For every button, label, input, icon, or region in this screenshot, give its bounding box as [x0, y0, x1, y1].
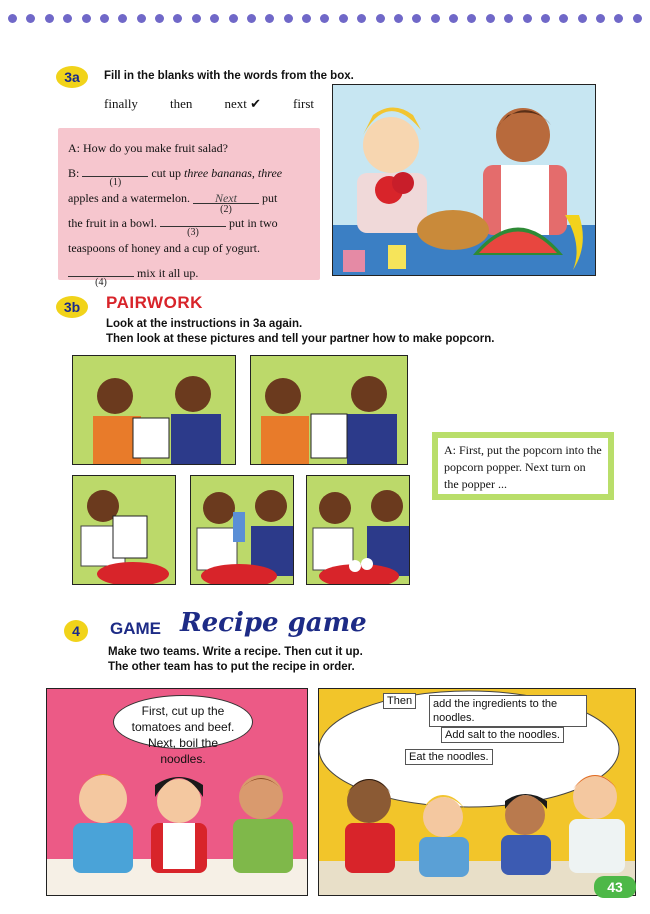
heading-game: GAME [110, 619, 161, 638]
heading-pairwork: PAIRWORK [106, 293, 203, 312]
heading-recipe-game: Recipe game [180, 608, 367, 638]
recipe-strip-add-salt[interactable]: Add salt to the noodles. [441, 727, 564, 743]
speech-bubble-left: First, cut up the tomatoes and beef. Next, boil the noodles. [113, 695, 253, 749]
recipe-game-right-illustration [318, 688, 636, 896]
dialogue-line-b3: the fruit in a bowl. (3) put in two [68, 216, 278, 238]
blank-3[interactable]: (3) [160, 214, 226, 227]
instruction-3b-line2: Then look at these pictures and tell your partner how to make popcorn. [106, 333, 495, 345]
dialogue-line-a: A: How do you make fruit salad? [68, 141, 228, 155]
instruction-3a: Fill in the blanks with the words from the box. [104, 70, 354, 82]
blank-1[interactable]: (1) [82, 164, 148, 177]
popcorn-panel-4 [190, 475, 294, 585]
popcorn-panel-2 [250, 355, 408, 465]
pairwork-example: A: First, put the popcorn into the popcorn popper. Next turn on the popper ... [438, 438, 608, 494]
instruction-3b-line1: Look at the instructions in 3a again. [106, 318, 303, 330]
instruction-4-line1: Make two teams. Write a recipe. Then cut it up. [108, 646, 363, 658]
recipe-strip-eat[interactable]: Eat the noodles. [405, 749, 493, 765]
popcorn-panel-1 [72, 355, 236, 465]
word-next: next ✔ [224, 96, 261, 111]
dialogue-line-b5: (4) mix it all up. [68, 261, 310, 286]
pairwork-example-box [432, 432, 614, 500]
word-first: first [293, 96, 314, 111]
recipe-game-left-illustration [46, 688, 308, 896]
dialogue-box [58, 128, 320, 288]
instruction-4-line2: The other team has to put the recipe in order. [108, 661, 355, 673]
recipe-strip-then[interactable]: Then [383, 693, 416, 709]
exercise-badge-4: 4 [64, 620, 88, 642]
top-dot-border [0, 14, 650, 24]
word-then: then [170, 96, 193, 111]
blank-2[interactable]: Next (2) [193, 191, 259, 204]
page-number: 43 [594, 876, 636, 898]
popcorn-panel-3 [72, 475, 176, 585]
fruit-salad-illustration [332, 84, 596, 276]
dialogue-line-b4: teaspoons of honey and a cup of yogurt. [68, 241, 260, 255]
blank-4[interactable]: (4) [68, 264, 134, 277]
word-finally: finally [104, 96, 138, 111]
dialogue-line-b1: B: (1) cut up three bananas, three [68, 166, 283, 188]
dialogue-line-b2: apples and a watermelon. Next (2) put [68, 191, 278, 215]
exercise-badge-3a: 3a [56, 66, 88, 88]
exercise-badge-3b: 3b [56, 296, 88, 318]
word-box [104, 96, 314, 118]
popcorn-panel-5 [306, 475, 410, 585]
recipe-strip-add-ingredients[interactable]: add the ingredients to the noodles. [429, 695, 587, 727]
